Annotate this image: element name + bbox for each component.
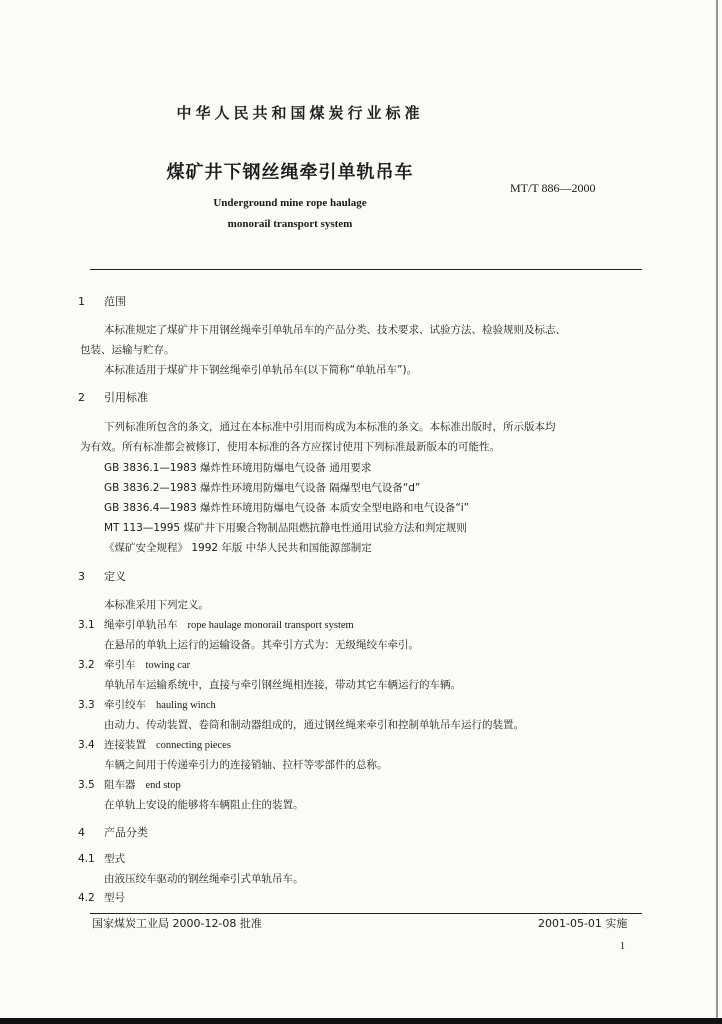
section-number: 3 bbox=[78, 570, 85, 583]
document-title-cn: 煤矿井下钢丝绳牵引单轨吊车 bbox=[166, 162, 414, 183]
term-en: towing car bbox=[145, 660, 191, 671]
section-number: 4 bbox=[78, 826, 85, 839]
subsection-4-1-heading bbox=[78, 851, 125, 866]
paragraph: 由液压绞车驱动的钢丝绳牵引式单轨吊车。 bbox=[104, 873, 304, 885]
clause-number: 4.1 bbox=[78, 853, 95, 865]
effective-date: 2001-05-01 实施 bbox=[538, 917, 628, 930]
section-title: 引用标准 bbox=[104, 391, 148, 404]
document-title-en-line1: Underground mine rope haulage bbox=[213, 197, 367, 209]
reference-item: MT 113—1995 煤矿井下用聚合物制品阻燃抗静电性通用试验方法和判定规则 bbox=[104, 522, 467, 534]
definition-heading bbox=[78, 697, 216, 712]
scan-edge-shadow bbox=[716, 0, 718, 1024]
document-title-en-line2: monorail transport system bbox=[227, 218, 353, 230]
clause-title: 型式 bbox=[104, 853, 125, 865]
section-title: 定义 bbox=[104, 570, 126, 583]
paragraph: 本标准规定了煤矿井下用钢丝绳牵引单轨吊车的产品分类、技术要求、试验方法、检验规则及标志、 bbox=[104, 324, 566, 336]
issuing-authority-header: 中华人民共和国煤炭行业标准 bbox=[176, 104, 424, 122]
standard-code: MT/T 886—2000 bbox=[510, 181, 596, 195]
section-4-heading bbox=[78, 824, 148, 840]
section-title: 范围 bbox=[104, 295, 126, 308]
term-en: end stop bbox=[145, 780, 181, 791]
term-en: connecting pieces bbox=[156, 740, 231, 751]
clause-number: 3.5 bbox=[78, 779, 95, 791]
clause-number: 3.3 bbox=[78, 699, 95, 711]
section-2-heading bbox=[78, 389, 148, 405]
reference-item: 《煤矿安全规程》 1992 年版 中华人民共和国能源部制定 bbox=[104, 542, 372, 554]
paragraph: 为有效。所有标准都会被修订，使用本标准的各方应探讨使用下列标准最新版本的可能性。 bbox=[80, 441, 500, 453]
subsection-4-2-heading bbox=[78, 890, 125, 905]
definition-text: 在单轨上安设的能够将车辆阻止住的装置。 bbox=[104, 799, 304, 811]
paragraph: 包装、运输与贮存。 bbox=[80, 344, 175, 356]
clause-title: 型号 bbox=[104, 892, 125, 904]
term-en: rope haulage monorail transport system bbox=[187, 620, 354, 631]
reference-item: GB 3836.4—1983 爆炸性环境用防爆电气设备 本质安全型电路和电气设备“i” bbox=[104, 502, 470, 514]
term-cn: 牵引车 bbox=[104, 659, 136, 671]
reference-item: GB 3836.1—1983 爆炸性环境用防爆电气设备 通用要求 bbox=[104, 462, 372, 474]
definition-heading bbox=[78, 657, 190, 672]
reference-item: GB 3836.2—1983 爆炸性环境用防爆电气设备 隔爆型电气设备“d” bbox=[104, 482, 421, 494]
definition-heading bbox=[78, 617, 354, 632]
scan-bottom-edge bbox=[0, 1018, 722, 1024]
section-number: 1 bbox=[78, 295, 85, 308]
paragraph: 下列标准所包含的条文，通过在本标准中引用而构成为本标准的条文。本标准出版时，所示版本均 bbox=[104, 421, 556, 433]
footer-divider bbox=[90, 913, 642, 914]
definition-text: 单轨吊车运输系统中，直接与牵引钢丝绳相连接，带动其它车辆运行的车辆。 bbox=[104, 679, 461, 691]
term-cn: 阻车器 bbox=[104, 779, 136, 791]
definition-text: 在悬吊的单轨上运行的运输设备。其牵引方式为：无级绳绞车牵引。 bbox=[104, 639, 419, 651]
term-cn: 绳牵引单轨吊车 bbox=[104, 619, 178, 631]
approval-date: 国家煤炭工业局 2000-12-08 批准 bbox=[92, 917, 262, 930]
clause-number: 3.2 bbox=[78, 659, 95, 671]
clause-number: 3.1 bbox=[78, 619, 95, 631]
clause-number: 3.4 bbox=[78, 739, 95, 751]
term-cn: 牵引绞车 bbox=[104, 699, 146, 711]
page-number: 1 bbox=[620, 941, 625, 952]
definition-heading bbox=[78, 777, 181, 792]
definition-text: 车辆之间用于传递牵引力的连接销轴、拉杆等零部件的总称。 bbox=[104, 759, 388, 771]
paragraph: 本标准采用下列定义。 bbox=[104, 599, 209, 611]
section-3-heading bbox=[78, 568, 126, 584]
term-cn: 连接装置 bbox=[104, 739, 146, 751]
section-title: 产品分类 bbox=[104, 826, 148, 839]
clause-number: 4.2 bbox=[78, 892, 95, 904]
definition-heading bbox=[78, 737, 231, 752]
section-number: 2 bbox=[78, 391, 85, 404]
section-1-heading bbox=[78, 293, 126, 309]
term-en: hauling winch bbox=[156, 700, 216, 711]
paragraph: 本标准适用于煤矿井下钢丝绳牵引单轨吊车(以下简称“单轨吊车”)。 bbox=[104, 364, 418, 376]
definition-text: 由动力、传动装置、卷筒和制动器组成的，通过钢丝绳来牵引和控制单轨吊车运行的装置。 bbox=[104, 719, 524, 731]
header-divider bbox=[90, 269, 642, 270]
